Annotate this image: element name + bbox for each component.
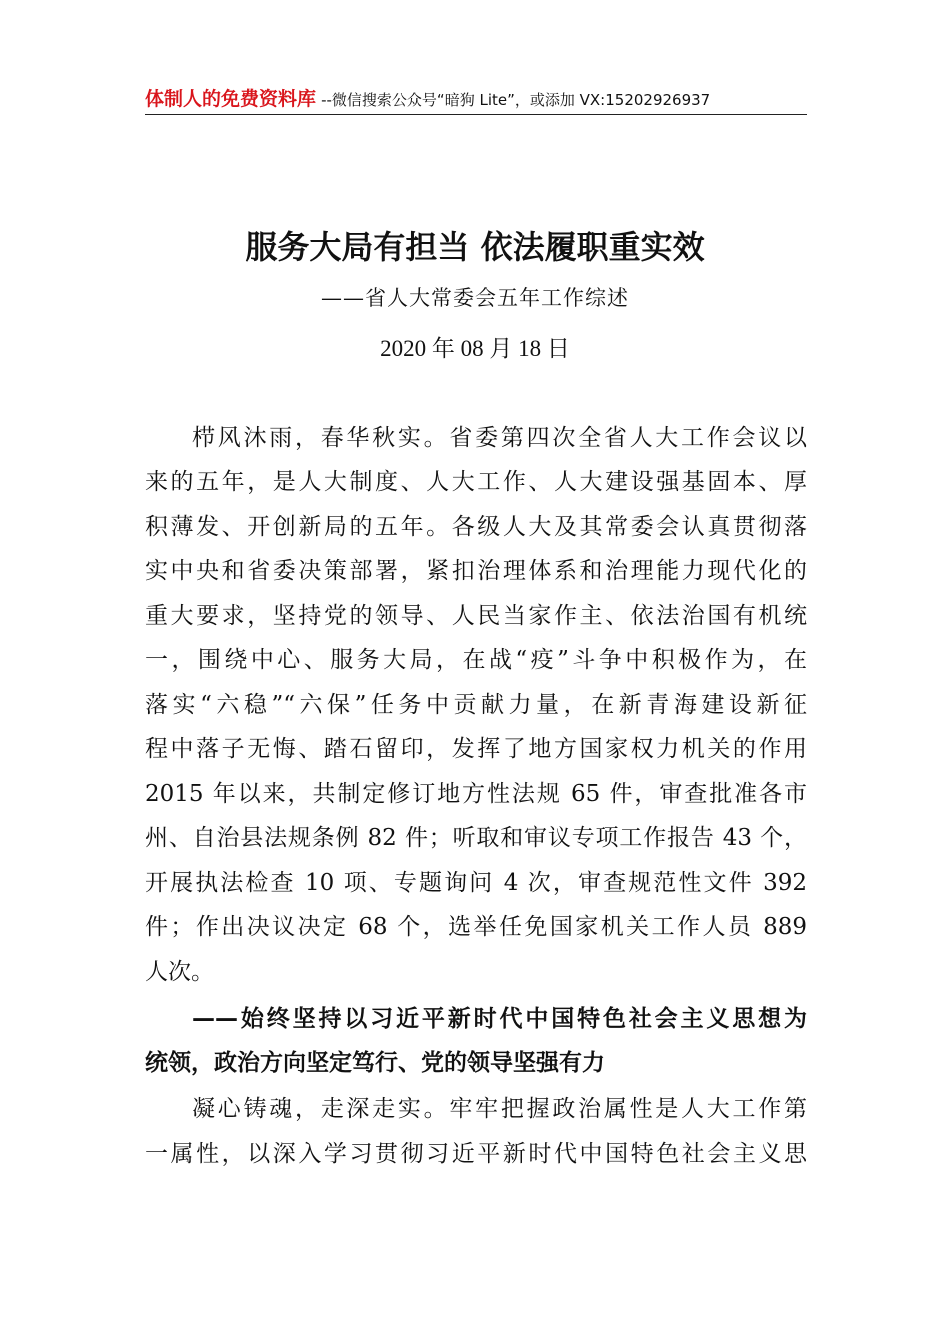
section-heading-line: ——始终坚持以习近平新时代中国特色社会主义思想为 — [192, 1006, 807, 1032]
paragraph-line: 件；作出决议决定 68 个，选举任免国家机关工作人员 889 — [145, 914, 807, 940]
header-subtext: --微信搜索公众号“暗狗 Lite”，或添加 VX:15202926937 — [321, 91, 711, 109]
paragraph-line: 实中央和省委决策部署，紧扣治理体系和治理能力现代化的 — [145, 558, 807, 584]
paragraph-line: 来的五年，是人大制度、人大工作、人大建设强基固本、厚 — [145, 469, 807, 495]
paragraph-line: 重大要求，坚持党的领导、人民当家作主、依法治国有机统 — [145, 603, 807, 629]
paragraph-line: 一属性，以深入学习贯彻习近平新时代中国特色社会主义思 — [145, 1141, 807, 1167]
header-divider — [145, 114, 807, 115]
paragraph-line: 2015 年以来，共制定修订地方性法规 65 件，审查批准各市 — [145, 781, 807, 807]
paragraph-line: 积薄发、开创新局的五年。各级人大及其常委会认真贯彻落 — [145, 514, 807, 540]
paragraph-line: 一，围绕中心、服务大局，在战“疫”斗争中积极作为，在 — [145, 647, 807, 673]
paragraph-line: 州、自治县法规条例 82 件；听取和审议专项工作报告 43 个， — [145, 825, 807, 851]
header-brand: 体制人的免费资料库 — [145, 88, 317, 110]
paragraph-line: 落实“六稳”“六保”任务中贡献力量，在新青海建设新征 — [145, 692, 807, 718]
section-heading-line: 统领，政治方向坚定笃行、党的领导坚强有力 — [145, 1050, 605, 1076]
paragraph-line: 栉风沐雨，春华秋实。省委第四次全省人大工作会议以 — [192, 425, 807, 451]
paragraph-line: 程中落子无悔、踏石留印，发挥了地方国家权力机关的作用 — [145, 736, 807, 762]
article-subtitle: ——省人大常委会五年工作综述 — [321, 286, 629, 310]
article-title: 服务大局有担当 依法履职重实效 — [245, 228, 705, 266]
paragraph-line: 人次。 — [145, 959, 214, 985]
paragraph-line: 开展执法检查 10 项、专题询问 4 次，审查规范性文件 392 — [145, 870, 807, 896]
paragraph-line: 凝心铸魂，走深走实。牢牢把握政治属性是人大工作第 — [192, 1096, 807, 1122]
article-date: 2020 年 08 月 18 日 — [380, 336, 570, 361]
page-header — [145, 84, 807, 114]
